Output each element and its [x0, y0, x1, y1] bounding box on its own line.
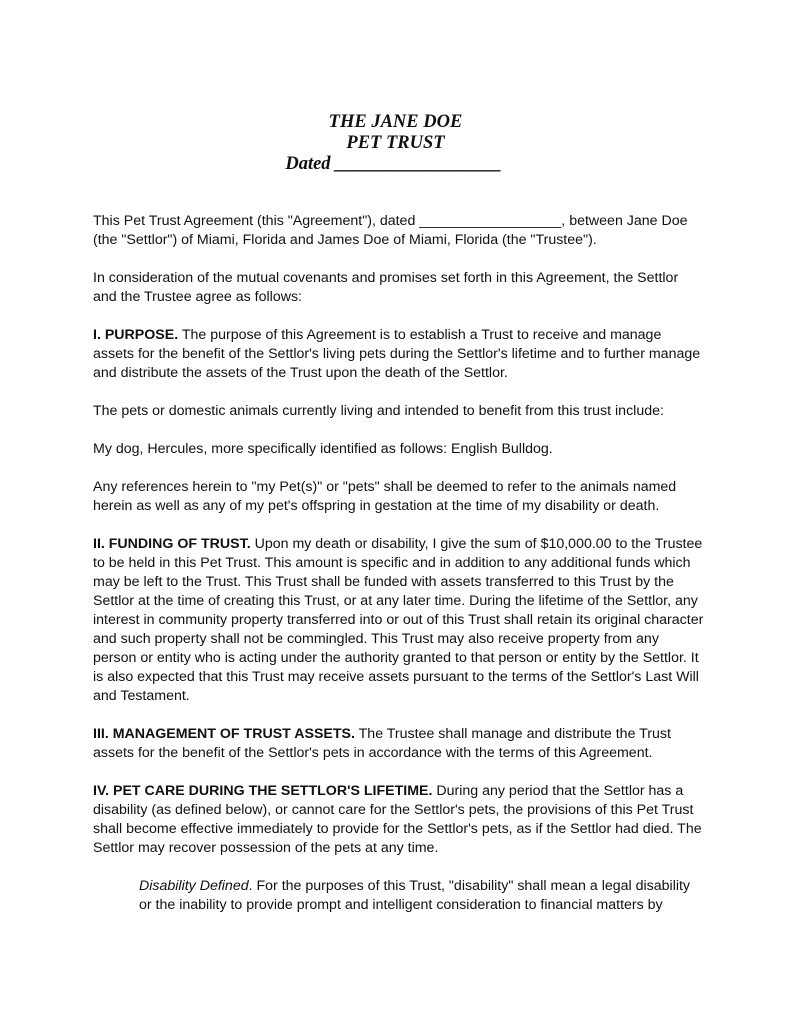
- funding-body: Upon my death or disability, I give the sum of $10,000.00 to the Trustee to be held in this Pet Trust. This amount is specific and in addition to any additional funds which may be left to the Trust. This Trust shall be funded with assets transferred to this Trust by the Settlor at the time of creating this Trust, or at any later time. During the lifetime of the Settlor, any interest in community property transferred into or out of this Trust shall retain its original character and such property shall not be commingled. This Trust may also receive property from any person or entity who is acting under the authority granted to that person or entity by the Settlor. It is also expected that this Trust may receive assets pursuant to the terms of the Settlor's Last Will and Testament.: [93, 536, 704, 704]
- funding-heading: II. FUNDING OF TRUST.: [93, 536, 251, 552]
- purpose-heading: I. PURPOSE.: [93, 327, 179, 343]
- title-line-1: THE JANE DOE: [328, 112, 463, 132]
- petcare-body: During any period that the Settlor has a disability (as defined below), or cannot care for the Settlor's pets, the provisions of this Pet Trust shall become effective immediately to provide for the Settlor's pets, as if the Settlor had died. The Settlor may recover possession of the pets at any time.: [93, 783, 702, 856]
- pet-dog-paragraph: My dog, Hercules, more specifically identified as follows: English Bulldog.: [93, 441, 553, 457]
- purpose-section: [93, 326, 705, 383]
- petcare-heading: IV. PET CARE DURING THE SETTLOR'S LIFETIME.: [93, 783, 433, 799]
- disability-body: . For the purposes of this Trust, "disability" shall mean a legal disability or the inability to provide prompt and intelligent consideration to financial matters by: [139, 878, 691, 913]
- title-line-2: PET TRUST: [346, 133, 445, 153]
- intro-paragraph: This Pet Trust Agreement (this "Agreement"), dated __________________, between Jane Doe (the "Settlor") of Miami, Florida and James Doe of Miami, Florida (the "Trustee").: [93, 213, 688, 248]
- references-paragraph: Any references herein to "my Pet(s)" or "pets" shall be deemed to refer to the animals named herein as well as any of my pet's offspring in gestation at the time of my disability or death.: [93, 479, 677, 514]
- consideration-paragraph: In consideration of the mutual covenants and promises set forth in this Agreement, the Settlor and the Trustee agree as follows:: [93, 270, 679, 305]
- management-heading: III. MANAGEMENT OF TRUST ASSETS.: [93, 726, 355, 742]
- disability-heading: Disability Defined: [139, 878, 249, 894]
- title-dated-line: Dated __________________: [285, 154, 502, 174]
- document-body: [93, 212, 705, 934]
- management-body: The Trustee shall manage and distribute the Trust assets for the benefit of the Settlor's pets in accordance with the terms of this Agreement.: [93, 726, 671, 761]
- purpose-body: The purpose of this Agreement is to establish a Trust to receive and manage assets for the benefit of the Settlor's living pets during the Settlor's lifetime and to further manage and distribute the assets of the Trust upon the death of the Settlor.: [93, 327, 701, 381]
- document-title: [0, 112, 791, 175]
- petcare-section: [93, 782, 705, 858]
- management-section: [93, 725, 705, 763]
- pets-intro-paragraph: The pets or domestic animals currently living and intended to benefit from this trust include:: [93, 403, 664, 419]
- funding-section: [93, 535, 705, 706]
- disability-section: [139, 877, 705, 915]
